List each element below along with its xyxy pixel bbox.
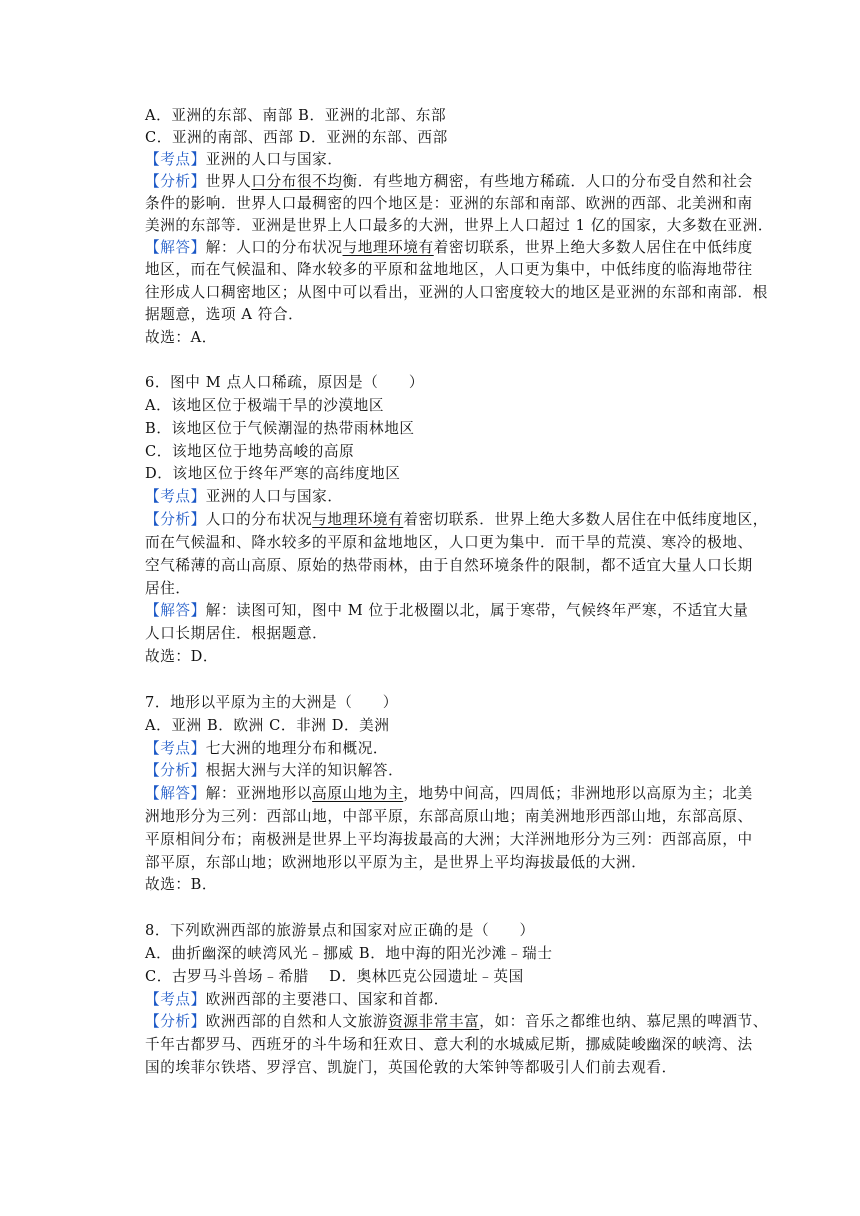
fenxi-text: 世界人 — [205, 173, 252, 190]
q5-jieda-line-4: 据题意，选项 A 符合． — [145, 306, 304, 323]
fenxi-text: 衡．有些地方稠密，有些地方稀疏．人口的分布受自然和社会 — [342, 173, 753, 190]
kaodian-tag: 【考点】 — [145, 740, 206, 757]
jieda-text: 解：读图可知，图中 M 位于北极圈以北，属于寒带，气候终年严寒，不适宜大量 — [205, 602, 749, 619]
q6-kaodian — [145, 486, 343, 508]
q7-kaodian — [145, 738, 388, 760]
q6-stem: 6．图中 M 点人口稀疏，原因是（ ） — [145, 374, 425, 391]
q6-option-b: B．该地区位于气候潮湿的热带雨林地区 — [145, 420, 415, 437]
q8-options-cd: C．古罗马斗兽场﹣希腊 D．奥林匹克公园遗址﹣英国 — [145, 968, 524, 985]
jieda-text: ，地势中间高，四周低；非洲地形以高原为主；北美 — [403, 785, 753, 802]
q7-answer: 故选：B． — [145, 876, 218, 893]
fenxi-tag: 【分析】 — [145, 511, 206, 528]
q7-options: A．亚洲 B．欧洲 C．非洲 D．美洲 — [145, 717, 390, 734]
kaodian-text: 欧洲西部的主要港口、国家和首都． — [205, 991, 449, 1008]
q6-option-d: D．该地区位于终年严寒的高纬度地区 — [145, 465, 401, 482]
q6-jieda-line-2: 人口长期居住．根据题意． — [145, 625, 328, 642]
q6-fenxi-line-3: 空气稀薄的高山高原、原始的热带雨林，由于自然环境条件的限制，都不适宜大量人口长期 — [145, 557, 753, 574]
kaodian-tag: 【考点】 — [145, 488, 206, 505]
q5-fenxi-line-3: 美洲的东部等．亚洲是世界上人口最多的大洲，世界上人口超过 1 亿的国家，大多数在亚洲． — [145, 217, 774, 234]
fenxi-text: 人口的分布状况 — [205, 511, 313, 528]
jieda-text: 着密切联系，世界上绝大多数人居住在中低纬度 — [433, 239, 753, 256]
q5-jieda-line-2: 地区，而在气候温和、降水较多的平原和盆地地区，人口更为集中，中低纬度的临海地带往 — [145, 261, 753, 278]
q6-fenxi-line-1 — [145, 509, 768, 531]
q5-fenxi-line-1 — [145, 171, 753, 193]
q5-kaodian — [145, 149, 343, 171]
q5-options-ab: A．亚洲的东部、南部 B．亚洲的北部、东部 — [145, 107, 447, 124]
q8-fenxi-line-1 — [145, 1011, 768, 1033]
q8-fenxi-line-2: 千年古都罗马、西班牙的斗牛场和狂欢日、意大利的水城威尼斯，挪威陡峻幽深的峡湾、法 — [145, 1036, 753, 1053]
underlined-text: 资源非常丰富 — [388, 1013, 480, 1030]
kaodian-tag: 【考点】 — [145, 991, 206, 1008]
q6-answer: 故选：D． — [145, 648, 219, 665]
q5-jieda-line-3: 往形成人口稠密地区；从图中可以看出，亚洲的人口密度较大的地区是亚洲的东部和南部．根 — [145, 284, 768, 301]
q7-jieda-line-1 — [145, 783, 753, 805]
q7-jieda-line-2: 洲地形分为三列：西部山地，中部平原，东部高原山地；南美洲地形西部山地，东部高原、 — [145, 808, 753, 825]
fenxi-text: 着密切联系．世界上绝大多数人居住在中低纬度地区， — [403, 511, 768, 528]
fenxi-tag: 【分析】 — [145, 173, 206, 190]
kaodian-tag: 【考点】 — [145, 151, 206, 168]
fenxi-tag: 【分析】 — [145, 762, 206, 779]
fenxi-tag: 【分析】 — [145, 1013, 206, 1030]
jieda-tag: 【解答】 — [145, 785, 206, 802]
q8-stem: 8．下列欧洲西部的旅游景点和国家对应正确的是（ ） — [145, 922, 535, 939]
fenxi-text: 根据大洲与大洋的知识解答． — [205, 762, 404, 779]
fenxi-text: ，如：音乐之都维也纳、慕尼黑的啤酒节、 — [479, 1013, 768, 1030]
q6-fenxi-line-4: 居住． — [145, 580, 191, 597]
kaodian-text: 亚洲的人口与国家． — [205, 488, 343, 505]
q7-fenxi — [145, 760, 403, 782]
q5-options-cd: C．亚洲的南部、西部 D．亚洲的东部、西部 — [145, 129, 448, 146]
jieda-text: 解：人口的分布状况 — [205, 239, 343, 256]
q6-option-c: C．该地区位于地势高峻的高原 — [145, 443, 355, 460]
kaodian-text: 七大洲的地理分布和概况． — [205, 740, 389, 757]
q8-options-ab: A．曲折幽深的峡湾风光﹣挪威 B．地中海的阳光沙滩﹣瑞士 — [145, 945, 553, 962]
jieda-text: 解：亚洲地形以 — [205, 785, 313, 802]
underlined-text: 与地理环境有 — [312, 511, 404, 528]
underlined-text: 口分布很不均 — [251, 173, 343, 190]
underlined-text: 与地理环境有 — [342, 239, 434, 256]
fenxi-text: 欧洲西部的自然和人文旅游 — [205, 1013, 389, 1030]
q6-option-a: A．该地区位于极端干旱的沙漠地区 — [145, 397, 385, 414]
q5-jieda-line-1 — [145, 237, 753, 259]
q6-fenxi-line-2: 而在气候温和、降水较多的平原和盆地地区，人口更为集中．而干旱的荒漠、寒冷的极地、 — [145, 534, 753, 551]
q7-jieda-line-4: 部平原，东部山地；欧洲地形以平原为主，是世界上平均海拔最低的大洲． — [145, 854, 647, 871]
jieda-tag: 【解答】 — [145, 239, 206, 256]
q7-stem: 7．地形以平原为主的大洲是（ ） — [145, 694, 398, 711]
jieda-tag: 【解答】 — [145, 602, 206, 619]
q5-fenxi-line-2: 条件的影响．世界人口最稠密的四个地区是：亚洲的东部和南部、欧洲的西部、北美洲和南 — [145, 195, 753, 212]
q8-fenxi-line-3: 国的埃菲尔铁塔、罗浮宫、凯旋门，英国伦敦的大笨钟等都吸引人们前去观看． — [145, 1059, 677, 1076]
q6-jieda-line-1 — [145, 600, 748, 622]
underlined-text: 高原山地为主 — [312, 785, 404, 802]
kaodian-text: 亚洲的人口与国家． — [205, 151, 343, 168]
q7-jieda-line-3: 平原相间分布；南极洲是世界上平均海拔最高的大洲；大洋洲地形分为三列：西部高原，中 — [145, 831, 753, 848]
q8-kaodian — [145, 989, 449, 1011]
q5-answer: 故选：A． — [145, 329, 217, 346]
